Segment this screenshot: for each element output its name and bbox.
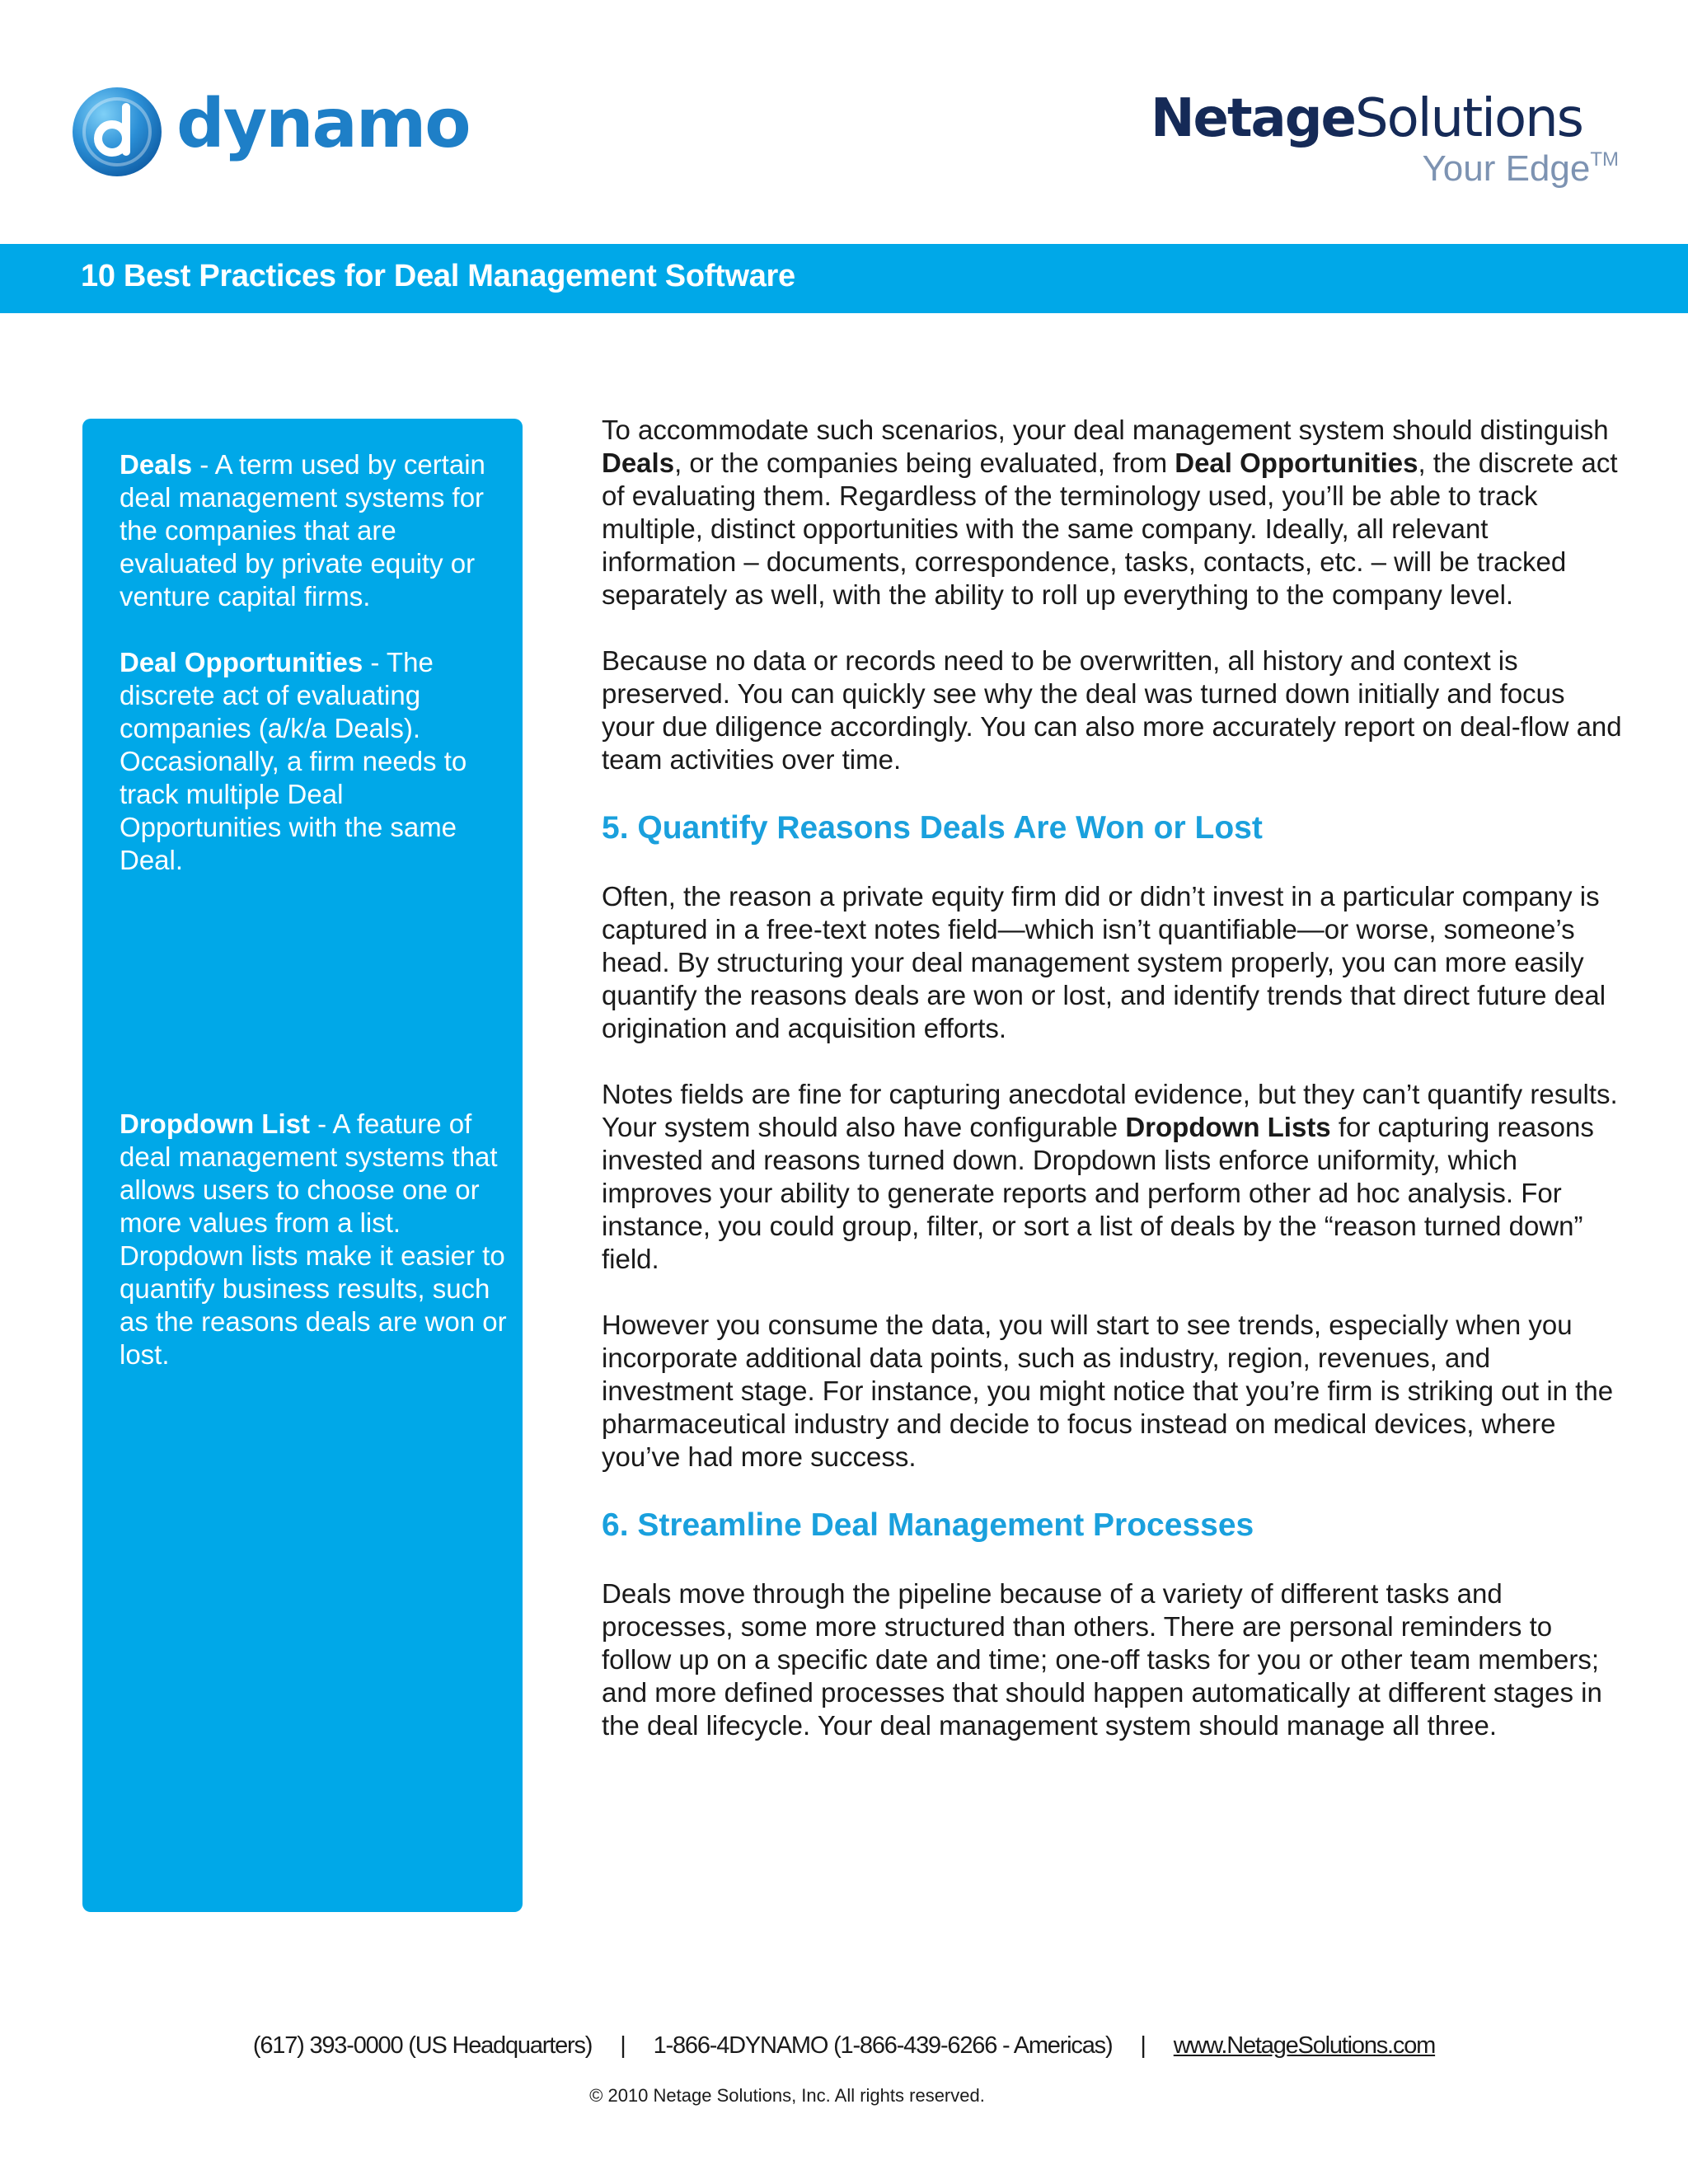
dynamo-logo-text: dynamo — [176, 85, 470, 163]
text-run: , the discrete act of evaluating them. Regardless of the terminology used, you’ll be able to track multiple, distinct opportunities with the same company. Ideally, all relevant information – documents, correspondence, tasks, contacts, etc. – will be tracked separately as well, with the ability to roll up everything to the company level. — [602, 448, 1618, 610]
paragraph: However you consume the data, you will start to see trends, especially when you incorporate additional data points, such as industry, region, revenues, and investment stage. For instance, you might notice that you’re firm is striking out in the pharmaceutical industry and decide to focus instead on medical devices, where you’ve had more success. — [602, 1310, 1614, 1472]
footer-separator: | — [620, 2032, 626, 2059]
main-content — [602, 414, 1624, 1775]
trademark-mark: TM — [1590, 148, 1619, 171]
tagline-text: Your Edge — [1422, 148, 1591, 189]
glossary-term: Deals — [120, 449, 193, 480]
netage-logo-light: Solutions — [1354, 88, 1582, 149]
footer-contact — [0, 2032, 1688, 2060]
glossary-definition: - The discrete act of evaluating companies (a/k/a Deals). Occasionally, a firm needs to track multiple Deal Opportunities with the same Deal. — [120, 647, 467, 875]
glossary-term: Dropdown List — [120, 1108, 310, 1139]
text-run: To accommodate such scenarios, your deal management system should distinguish — [602, 415, 1609, 445]
bold-term: Deal Opportunities — [1175, 448, 1418, 478]
copyright: © 2010 Netage Solutions, Inc. All rights reserved. — [589, 2085, 985, 2106]
glossary-entry-deals — [120, 448, 507, 613]
glossary-sidebar — [82, 419, 523, 1912]
paragraph: Because no data or records need to be overwritten, all history and context is preserved. You can quickly see why the deal was turned down initially and focus your due diligence accordingly. You can also more accurately report on deal-flow and team activities over time. — [602, 645, 1622, 775]
netage-logo-text — [1150, 88, 1582, 149]
netage-logo — [1150, 88, 1619, 189]
paragraph — [602, 1078, 1624, 1276]
phone-americas: 1-866-4DYNAMO (1-866-439-6266 - Americas) — [653, 2032, 1113, 2059]
text-run: for capturing reasons invested and reasons turned down. Dropdown lists enforce uniformity, which improves your ability to generate reports and perform other ad hoc analysis. For instance, you could group, filter, or sort a list of deals by the “reason turned down” field. — [602, 1112, 1594, 1274]
glossary-definition: - A feature of deal management systems that allows users to choose one or more values from a list. Dropdown lists make it easier to quantify business results, such as the reasons deals are won or lost. — [120, 1108, 507, 1370]
website-link[interactable]: www.NetageSolutions.com — [1173, 2032, 1436, 2059]
paragraph — [602, 414, 1624, 612]
text-run: , or the companies being evaluated, from — [674, 448, 1175, 478]
dynamo-d-icon — [71, 86, 163, 178]
footer-separator: | — [1140, 2032, 1146, 2059]
glossary-entry-deal-opportunities — [120, 646, 507, 877]
document-title: 10 Best Practices for Deal Management Software — [81, 259, 795, 293]
bold-term: Deals — [602, 448, 675, 478]
glossary-entry-dropdown-list — [120, 1108, 507, 1371]
netage-logo-bold: Netage — [1150, 88, 1355, 149]
text-run: Notes fields are fine for capturing anecdotal evidence, but they can’t quantify results. Your system should also have configurable — [602, 1079, 1618, 1142]
title-banner — [0, 244, 1688, 313]
phone-hq: (617) 393-0000 (US Headquarters) — [252, 2032, 593, 2059]
glossary-term: Deal Opportunities — [120, 647, 363, 677]
bold-term: Dropdown Lists — [1125, 1112, 1331, 1142]
paragraph: Often, the reason a private equity firm did or didn’t invest in a particular company is captured in a free-text notes field—which isn’t quantifiable—or worse, someone’s head. By structuring your deal management system properly, you can more easily quantify the reasons deals are won or lost, and identify trends that direct future deal origination and acquisition efforts. — [602, 881, 1606, 1043]
glossary-definition: - A term used by certain deal management systems for the companies that are evaluated by private equity or venture capital firms. — [120, 449, 485, 612]
section-heading-5: 5. Quantify Reasons Deals Are Won or Lost — [602, 810, 1263, 846]
tagline — [1151, 150, 1619, 187]
section-heading-6: 6. Streamline Deal Management Processes — [602, 1507, 1254, 1543]
paragraph: Deals move through the pipeline because of a variety of different tasks and processes, some more structured than others. There are personal reminders to follow up on a specific date and time; one-off tasks for you or other team members; and more defined processes that should happen automatically at different stages in the deal lifecycle. Your deal management system should manage all three. — [602, 1578, 1602, 1741]
